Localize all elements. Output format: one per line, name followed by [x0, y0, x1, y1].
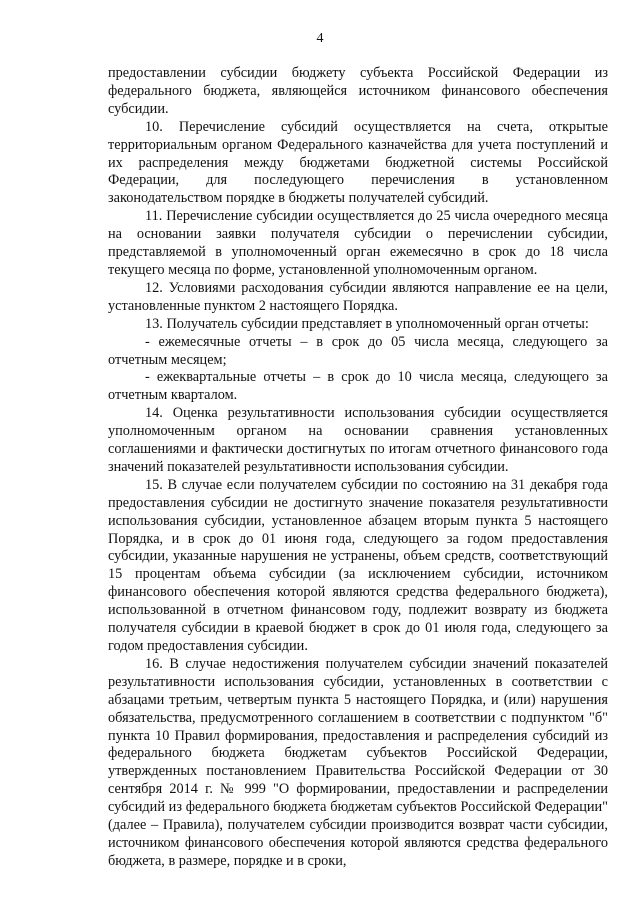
list-item-monthly-reports: - ежемесячные отчеты – в срок до 05 числа месяца, следующего за отчетным месяцем;	[108, 333, 608, 368]
page-number: 4	[316, 31, 324, 46]
paragraph-15: 15. В случае если получателем субсидии по состоянию на 31 декабря года предоставления субсидии не достигнуто значение показателя результативности использования субсидии, установленное абзацем вторым пункта 5 настоящего Порядка, и в срок до 01 июня года, следующего за годом предоставления субсидии, указанные нарушения не устранены, объем средств, соответствующий 15 процентам объема субсидии (за исключением субсидии, источником финансового обеспечения которой являются средства федерального бюджета), использованной в отчетном финансовом году, подлежит возврату из бюджета получателя субсидии в краевой бюджет в срок до 01 июля года, следующего за годом предоставления субсидии.	[108, 476, 608, 654]
list-item-quarterly-reports: - ежеквартальные отчеты – в срок до 10 числа месяца, следующего за отчетным кварталом.	[108, 369, 608, 404]
paragraph-continuation: предоставлении субсидии бюджету субъекта Российской Федерации из федерального бюджета, являющейся источником финансового обеспечения субсидии.	[108, 65, 608, 117]
paragraph-10: 10. Перечисление субсидий осуществляется на счета, открытые территориальным органом Федерального казначейства для учета поступлений и их распределения между бюджетами бюджетной системы Российской Федерации, для последующего перечисления в установленном законодательством порядке в бюджеты получателей субсидий.	[108, 118, 608, 207]
paragraph-13: 13. Получатель субсидии представляет в уполномоченный орган отчеты:	[145, 315, 589, 332]
document-body	[108, 65, 608, 871]
paragraph-16: 16. В случае недостижения получателем субсидии значений показателей результативности использования субсидии, установленных в соответствии с абзацами третьим, четвертым пункта 5 настоящего Порядка, и (или) нарушения обязательства, предусмотренного соглашением в соответствии с подпунктом "б" пункта 10 Правил формирования, предоставления и распределения субсидий из федерального бюджета бюджетам субъектов Российской Федерации, утвержденных постановлением Правительства Российской Федерации от 30 сентября 2014 г. № 999 "О формировании, предоставлении и распределении субсидий из федерального бюджета бюджетам субъектов Российской Федерации" (далее – Правила), получателем субсидии производится возврат части субсидии, источником финансового обеспечения которой являются средства федерального бюджета, в размере, порядке и в сроки,	[108, 655, 608, 869]
paragraph-12: 12. Условиями расходования субсидии являются направление ее на цели, установленные пунктом 2 настоящего Порядка.	[108, 279, 608, 314]
paragraph-11: 11. Перечисление субсидии осуществляется до 25 числа очередного месяца на основании заявки получателя субсидии о перечислении субсидии, представляемой в уполномоченный орган ежемесячно в срок до 18 числа текущего месяца по форме, установленной уполномоченным органом.	[108, 208, 608, 278]
paragraph-14: 14. Оценка результативности использования субсидии осуществляется уполномоченным органом на основании сравнения установленных соглашениями и фактически достигнутых по итогам отчетного финансового года значений показателей результативности использования субсидии.	[108, 405, 608, 475]
